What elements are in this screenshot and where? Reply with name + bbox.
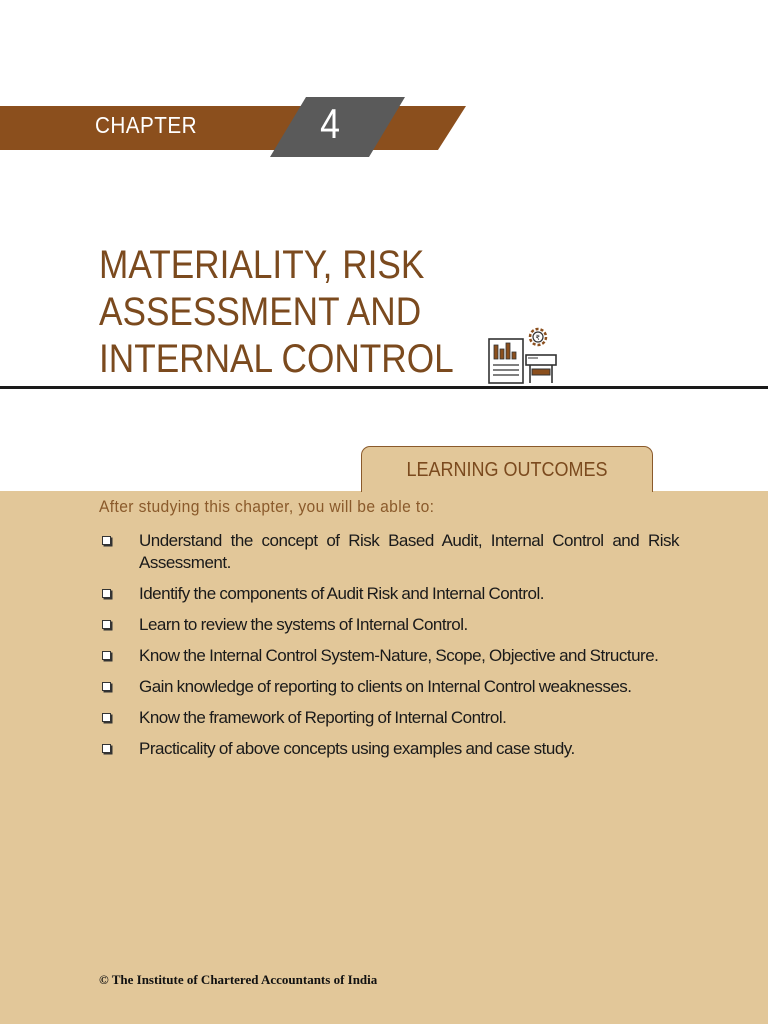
- list-item-text: Gain knowledge of reporting to clients on Internal Control weaknesses.: [139, 677, 632, 696]
- chapter-title-line-2: ASSESSMENT AND: [99, 290, 422, 334]
- chapter-banner-graphic: [0, 0, 768, 200]
- checkbox-bullet-icon: [102, 682, 111, 691]
- list-item-text: Know the Internal Control System-Nature, Scope, Objective and Structure.: [139, 646, 659, 665]
- list-item-text: Identify the components of Audit Risk and Internal Control.: [139, 584, 544, 603]
- chapter-title-line-3: INTERNAL CONTROL: [99, 337, 454, 381]
- learning-outcomes-tab: [361, 446, 653, 492]
- list-item-text: Learn to review the systems of Internal Control.: [139, 615, 468, 634]
- learning-outcomes-list: [99, 530, 679, 769]
- checkbox-bullet-icon: [102, 713, 111, 722]
- checkbox-bullet-icon: [102, 744, 111, 753]
- chapter-number: 4: [320, 100, 340, 147]
- title-divider: [0, 386, 768, 389]
- chapter-title: [99, 242, 454, 383]
- chapter-label: CHAPTER: [95, 112, 198, 138]
- list-item: [99, 707, 679, 729]
- list-item-text: Understand the concept of Risk Based Audit, Internal Control and Risk Assessment.: [139, 531, 679, 572]
- checkbox-bullet-icon: [102, 536, 111, 545]
- checkbox-bullet-icon: [102, 651, 111, 660]
- list-item: [99, 583, 679, 605]
- audit-report-icon: [486, 325, 560, 387]
- chapter-title-line-1: MATERIALITY, RISK: [99, 243, 425, 287]
- svg-text:₹: ₹: [535, 334, 540, 342]
- copyright-footer: © The Institute of Chartered Accountants of India: [99, 972, 378, 987]
- checkbox-bullet-icon: [102, 620, 111, 629]
- learning-outcomes-intro: After studying this chapter, you will be able to:: [99, 497, 435, 516]
- list-item: [99, 645, 679, 667]
- chapter-header: [0, 0, 768, 200]
- learning-outcomes-heading: LEARNING OUTCOMES: [406, 459, 608, 481]
- checkbox-bullet-icon: [102, 589, 111, 598]
- list-item: [99, 738, 679, 760]
- list-item: [99, 530, 679, 574]
- list-item: [99, 676, 679, 698]
- chapter-banner-bar: [0, 106, 466, 150]
- list-item-text: Know the framework of Reporting of Internal Control.: [139, 708, 507, 727]
- list-item-text: Practicality of above concepts using examples and case study.: [139, 739, 575, 758]
- list-item: [99, 614, 679, 636]
